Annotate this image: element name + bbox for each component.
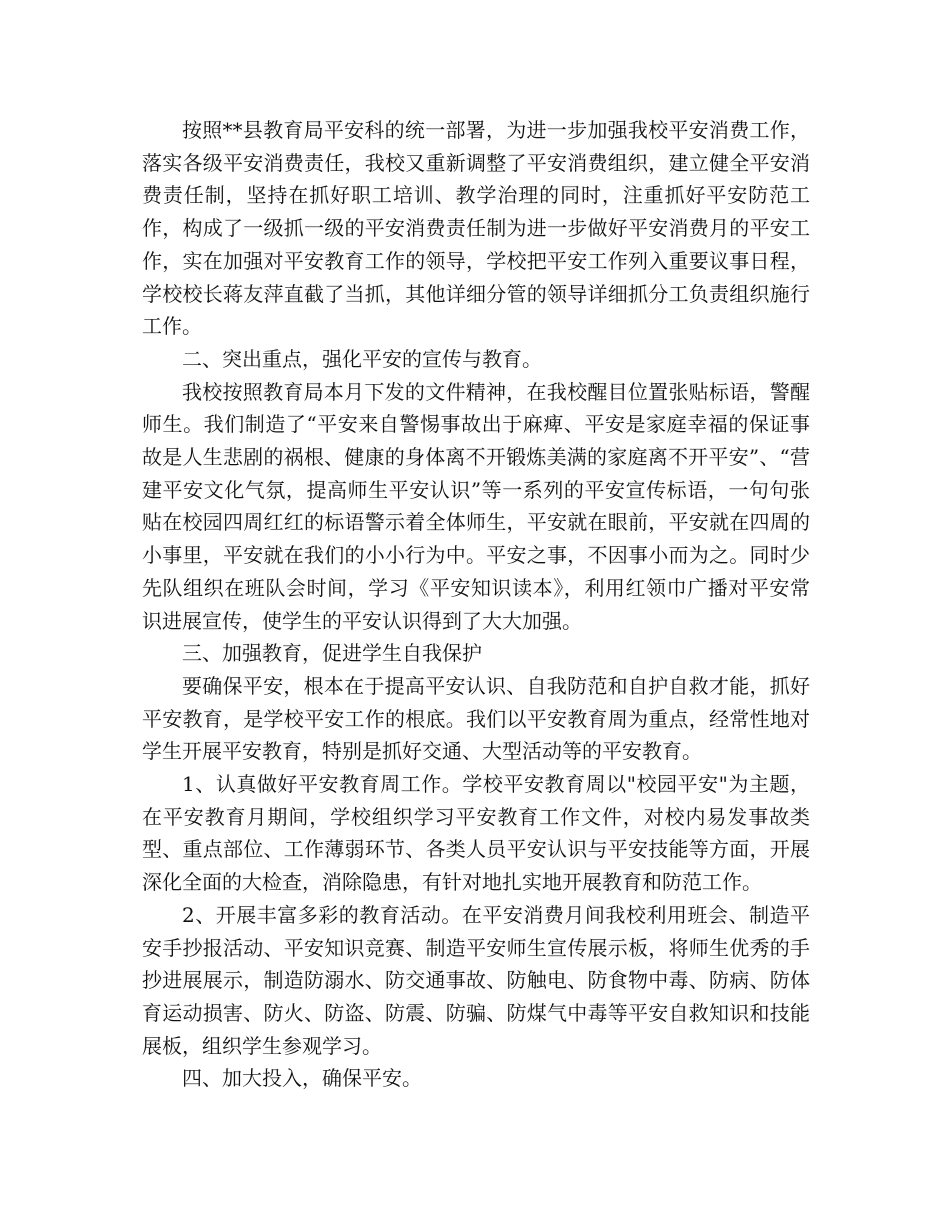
document-body <box>142 114 810 1095</box>
paragraph-item-2: 2、开展丰富多彩的教育活动。在平安消费月间我校利用班会、制造平安手抄报活动、平安知识竞赛、制造平安师生宣传展示板，将师生优秀的手抄进展展示，制造防溺水、防交通事故、防触电、防食物中毒、防病、防体育运动损害、防火、防盗、防震、防骗、防煤气中毒等平安自救知识和技能展板，组织学生参观学习。 <box>142 902 810 1058</box>
paragraph-publicity: 我校按照教育局本月下发的文件精神，在我校醒目位置张贴标语，警醒师生。我们制造了“平安来自警惕事故出于麻痺、平安是家庭幸福的保证事故是人生悲剧的祸根、健康的身体离不开锻炼美满的家庭离不开平安”、“营建平安文化气氛，提高师生平安认识”等一系列的平安宣传标语，一句句张贴在校园四周红红的标语警示着全体师生，平安就在眼前，平安就在四周的小事里，平安就在我们的小小行为中。平安之事，不因事小而为之。同时少先队组织在班队会时间，学习《平安知识读本》，利用红领巾广播对平安常识进展宣传，使学生的平安认识得到了大大加强。 <box>142 379 810 633</box>
paragraph-item-1: 1、认真做好平安教育周工作。学校平安教育周以"校园平安"为主题，在平安教育月期间，学校组织学习平安教育工作文件，对校内易发事故类型、重点部位、工作薄弱环节、各类人员平安认识与平安技能等方面，开展深化全面的大检查，消除隐患，有针对地扎实地开展教育和防范工作。 <box>142 772 810 895</box>
heading-section-3: 三、加强教育，促进学生自我保护 <box>182 641 482 666</box>
heading-section-4: 四、加大投入，确保平安。 <box>182 1066 422 1091</box>
heading-section-2: 二、突出重点，强化平安的宣传与教育。 <box>182 346 542 371</box>
paragraph-education: 要确保平安，根本在于提高平安认识、自我防范和自护自救才能，抓好平安教育，是学校平安工作的根底。我们以平安教育周为重点，经常性地对学生开展平安教育，特别是抓好交通、大型活动等的平安教育。 <box>142 673 810 764</box>
paragraph-intro: 按照**县教育局平安科的统一部署，为进一步加强我校平安消费工作，落实各级平安消费责任，我校又重新调整了平安消费组织，建立健全平安消费责任制，坚持在抓好职工培训、教学治理的同时，注重抓好平安防范工作，构成了一级抓一级的平安消费责任制为进一步做好平安消费月的平安工作，实在加强对平安教育工作的领导，学校把平安工作列入重要议事日程，学校校长蒋友萍直截了当抓，其他详细分管的领导详细抓分工负责组织施行工作。 <box>142 118 810 339</box>
